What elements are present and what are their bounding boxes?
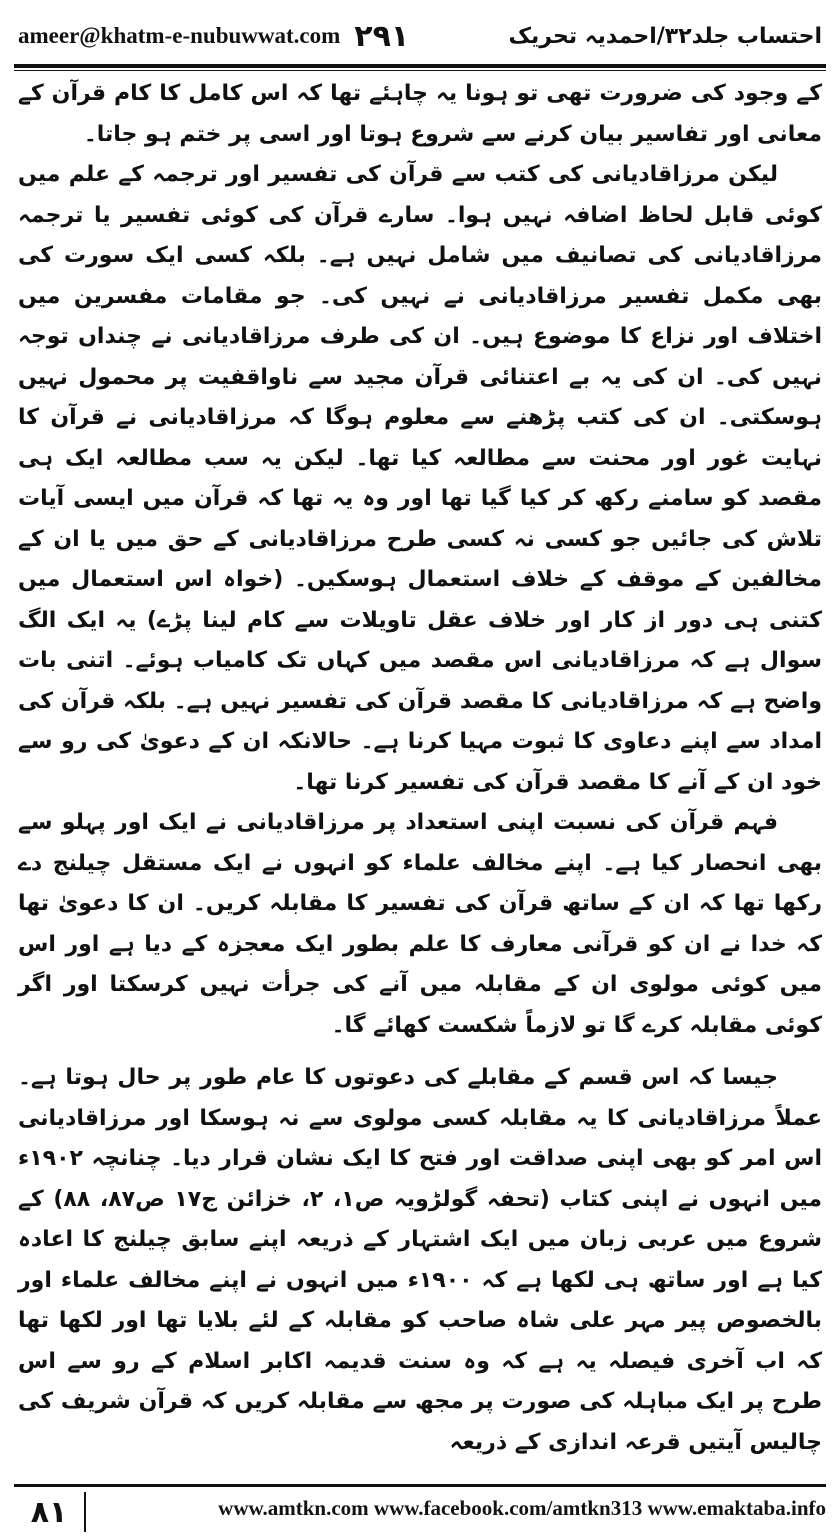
header-title: احتساب جلد۳۲/احمدیہ تحریک [508,23,822,49]
paragraph-1: کے وجود کی ضرورت تھی تو ہونا یہ چاہئے تھا کہ اس کامل کا کام قرآن کے معانی اور تفاسیر بیان کرنے سے شروع ہوتا اور اسی پر ختم ہو جاتا۔ [18,81,822,147]
header-email: ameer@khatm-e-nubuwwat.com [18,23,341,48]
page-body [18,74,822,1480]
paragraph-2: لیکن مرزاقادیانی کی کتب سے قرآن کی تفسیر اور ترجمہ کے علم میں کوئی قابل لحاظ اضافہ نہیں ہوا۔ سارے قرآن کی کوئی تفسیر یا ترجمہ مرزاقادیانی کی تصانیف میں شامل نہیں ہے۔ بلکہ کسی ایک سورت کی بھی مکمل تفسیر مرزاقادیانی نے نہیں کی۔ جو مقامات مفسرین میں اختلاف اور نزاع کا موضوع ہیں۔ ان کی طرف مرزاقادیانی نے چنداں توجہ نہیں کی۔ ان کی یہ بے اعتنائی قرآن مجید سے ناواقفیت پر محمول نہیں ہوسکتی۔ ان کی کتب پڑھنے سے معلوم ہوگا کہ مرزاقادیانی نے قرآن کا نہایت غور اور محنت سے مطالعہ کیا تھا۔ لیکن یہ سب مطالعہ ایک ہی مقصد کو سامنے رکھ کر کیا گیا تھا اور وہ یہ تھا کہ قرآن میں ایسی آیات تلاش کی جائیں جو کسی نہ کسی طرح مرزاقادیانی کے حق میں یا ان کے مخالفین کے موقف کے خلاف استعمال ہوسکیں۔ (خواہ اس استعمال میں کتنی ہی دور از کار اور خلاف عقل تاویلات سے کام لینا پڑے) یہ ایک الگ سوال ہے کہ مرزاقادیانی اس مقصد میں کہاں تک کامیاب ہوئے۔ اتنی بات واضح ہے کہ مرزاقادیانی کا مقصد قرآن کی تفسیر نہیں ہے۔ بلکہ قرآن کی امداد سے اپنے دعاوی کا ثبوت مہیا کرنا ہے۔ حالانکہ ان کے دعویٰ کی رو سے خود ان کے آنے کا مقصد قرآن کی تفسیر کرنا تھا۔ [18,162,822,795]
header-page-number: ۲۹۱ [354,18,410,54]
page-footer [14,1484,826,1534]
footer-links: www.amtkn.com www.facebook.com/amtkn313 www.emaktaba.info [218,1496,826,1520]
page-header [18,8,822,64]
footer-rule [14,1484,826,1487]
header-left [18,19,409,54]
header-rule [14,64,826,71]
paragraph-4: جیسا کہ اس قسم کے مقابلے کی دعوتوں کا عام طور پر حال ہوتا ہے۔ عملاً مرزاقادیانی کا یہ مقابلہ کسی مولوی سے نہ ہوسکا اور مرزاقادیانی اس امر کو بھی اپنی صداقت اور فتح کا ایک نشان قرار دیا۔ چنانچہ ۱۹۰۲ء میں انہوں نے اپنی کتاب (تحفہ گولڑویہ ص۱، ۲، خزائن ج۱۷ ص۸۷، ۸۸) کے شروع میں عربی زبان میں ایک اشتہار کے ذریعہ اپنے سابق چیلنج کا اعادہ کیا ہے اور ساتھ ہی لکھا ہے کہ ۱۹۰۰ء میں انہوں نے اپنے مخالف علماء اور بالخصوص پیر مہر علی شاہ صاحب کو مقابلہ کے لئے بلایا تھا اور لکھا تھا کہ اب آخری فیصلہ یہ ہے کہ وہ سنت قدیمہ اکابر اسلام کے رو سے اس طرح پر ایک مباہلہ کی صورت پر مجھ سے مقابلہ کریں کہ قرآن شریف کی چالیس آیتیں قرعہ اندازی کے ذریعہ [18,1065,822,1455]
footer-folio: ۸۱ [14,1492,86,1532]
paragraph-3: فہم قرآن کی نسبت اپنی استعداد پر مرزاقادیانی نے ایک اور پہلو سے بھی انحصار کیا ہے۔ اپنے مخالف علماء کو انہوں نے ایک مستقل چیلنج دے رکھا تھا کہ ان کے ساتھ قرآن کی تفسیر کا مقابلہ کریں۔ ان کا دعویٰ تھا کہ خدا نے ان کو قرآنی معارف کا علم بطور ایک معجزہ کے دیا ہے اور اس میں کوئی مولوی ان کے مقابلہ میں آنے کی جرأت نہیں کرسکتا اور اگر کوئی مقابلہ کرے گا تو لازماً شکست کھائے گا۔ [18,810,822,1038]
